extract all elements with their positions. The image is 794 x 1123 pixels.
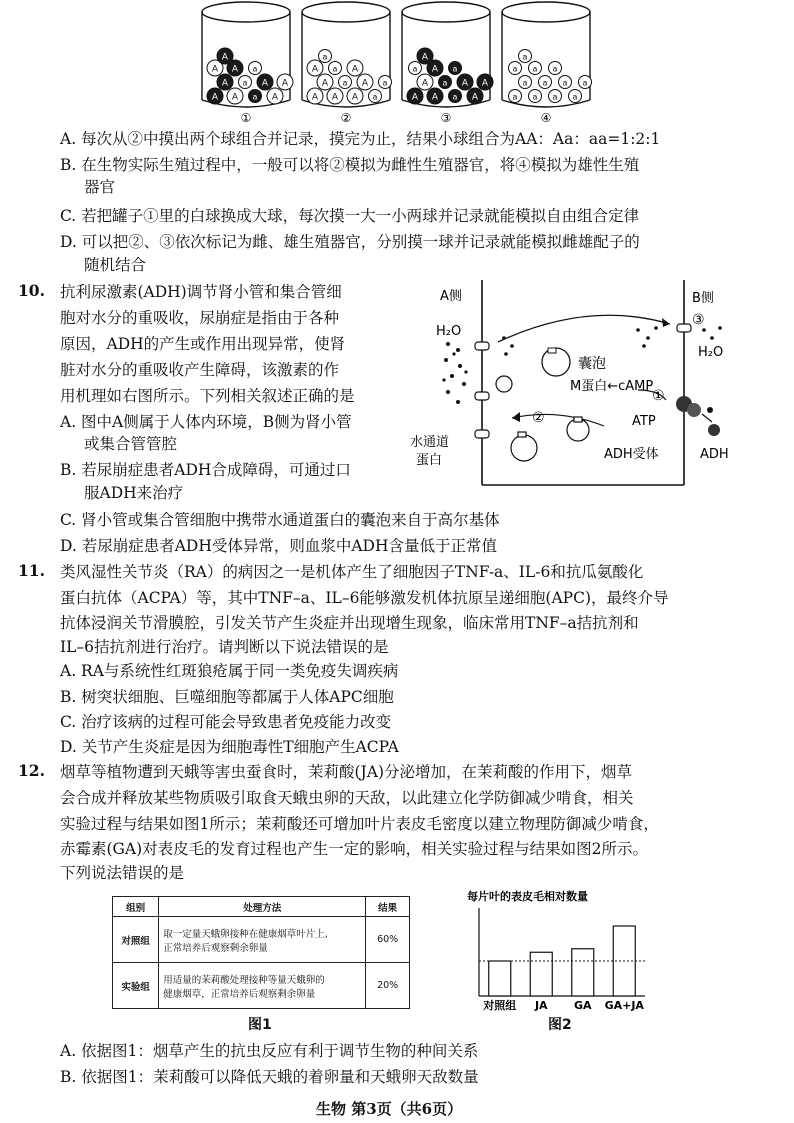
th-method: 处理方法 — [159, 897, 366, 917]
ball-label: A — [421, 52, 429, 63]
ball-label: A — [331, 92, 339, 103]
circle-1-label: ① — [652, 388, 665, 404]
q10-stem-1: 抗利尿激素(ADH)调节肾小管和集合管细 — [60, 283, 342, 301]
figure-1-label: 图1 — [248, 1017, 272, 1033]
ball-label: A — [211, 64, 219, 75]
ball-label: A — [431, 92, 439, 103]
ball-label: A — [351, 64, 359, 75]
bar-1 — [530, 952, 552, 996]
q11-stem-1: 类风湿性关节炎（RA）的病因之一是机体产生了细胞因子TNF-a、IL-6和抗瓜氨酸化 — [60, 563, 644, 581]
ball-label: a — [512, 64, 518, 74]
q11-option-b: B. 树突状细胞、巨噬细胞等都属于人体APC细胞 — [60, 688, 394, 706]
urn-label: ④ — [540, 111, 552, 125]
side-a-label: A侧 — [440, 289, 462, 304]
urn-label: ③ — [440, 111, 452, 125]
q11-option-c: C. 治疗该病的过程可能会导致患者免疫能力改变 — [60, 713, 392, 731]
adh-molecule — [708, 424, 720, 436]
water-left-label: H₂O — [436, 324, 462, 339]
ball-label: A — [211, 92, 219, 103]
ball-label: A — [421, 78, 429, 89]
atp-label: ATP — [632, 414, 656, 429]
ball-label: A — [321, 78, 329, 89]
figure-2-chart — [455, 886, 665, 1016]
row1-result: 60% — [366, 917, 410, 963]
q10-option-a-cont: 或集合管管腔 — [84, 435, 178, 453]
ball-label: A — [261, 78, 269, 89]
urn-label: ② — [340, 111, 352, 125]
q9-option-b: B. 在生物实际生殖过程中，一般可以将②模拟为雌性生殖器官，将④模拟为雄性生殖 — [60, 156, 640, 174]
urn-figure — [195, 0, 605, 126]
q9-option-d-cont: 随机结合 — [84, 256, 147, 274]
q10-stem-5: 用机理如右图所示。下列相关叙述正确的是 — [60, 387, 355, 405]
ball-label: A — [311, 92, 319, 103]
bar-0 — [489, 961, 511, 996]
ball-label: a — [522, 78, 528, 88]
q12-stem-5: 下列说法错误的是 — [60, 864, 185, 882]
ball-label: a — [582, 78, 588, 88]
ball-label: A — [431, 64, 439, 75]
ball-label: a — [532, 64, 538, 74]
ball-label: a — [562, 78, 568, 88]
q11-option-a: A. RA与系统性红斑狼疮属于同一类免疫失调疾病 — [60, 662, 399, 680]
q10-option-c: C. 肾小管或集合管细胞中携带水通道蛋白的囊泡来自于高尔基体 — [60, 511, 500, 529]
ball-label: a — [242, 78, 248, 88]
bar-2 — [572, 949, 594, 996]
q12-stem-2: 会合成并释放某些物质吸引取食天蛾虫卵的天敌，以此建立化学防御减少啃食，相关 — [60, 789, 634, 807]
urn-4 — [502, 2, 592, 125]
q12-number: 12. — [18, 761, 45, 780]
ball-label: a — [252, 64, 258, 74]
ball-label: a — [522, 52, 528, 62]
page-footer: 生物 第3页（共6页） — [316, 1100, 463, 1118]
urn-1 — [202, 2, 293, 125]
q12-stem-1: 烟草等植物遭到天蛾等害虫蚕食时，茉莉酸(JA)分泌增加，在茉莉酸的作用下，烟草 — [60, 763, 633, 781]
vesicle-label: 囊泡 — [578, 356, 606, 372]
ball-label: A — [231, 92, 239, 103]
q12-stem-3: 实验过程与结果如图1所示；茉莉酸还可增加叶片表皮毛密度以建立物理防御减少啃食， — [60, 815, 659, 833]
receptor-label: ADH受体 — [604, 447, 659, 462]
ball-label: a — [442, 78, 448, 88]
urn-label: ① — [240, 111, 252, 125]
q10-option-b-cont: 服ADH来治疗 — [84, 484, 184, 502]
row2-result: 20% — [366, 963, 410, 1009]
q11-option-d: D. 关节产生炎症是因为细胞毒性T细胞产生ACPA — [60, 738, 399, 756]
ball-label: a — [452, 64, 458, 74]
ball-label: a — [552, 64, 558, 74]
channel-label-2: 蛋白 — [416, 453, 443, 468]
water-flow-arrow — [498, 315, 670, 342]
q11-stem-2: 蛋白抗体（ACPA）等，其中TNF–a、IL–6能够激发机体抗原呈递细胞(APC)，最终介导 — [60, 589, 669, 607]
q10-stem-4: 脏对水分的重吸收产生障碍，该激素的作 — [60, 361, 340, 379]
chart-title: 每片叶的表皮毛相对数量 — [467, 890, 588, 903]
tick-label-0: 对照组 — [483, 999, 517, 1012]
q12-option-a: A. 依据图1：烟草产生的抗虫反应有利于调节生物的种间关系 — [60, 1042, 479, 1060]
q11-stem-4: IL–6拮抗剂进行治疗。请判断以下说法错误的是 — [60, 638, 389, 656]
urn-2 — [302, 2, 392, 125]
ball-label: A — [231, 64, 239, 75]
adh-mechanism-diagram — [408, 280, 748, 490]
row2-group: 实验组 — [113, 963, 159, 1009]
figure-1-table — [112, 896, 410, 1009]
ball-label: a — [512, 92, 518, 102]
m-protein-label: M蛋白←cAMP — [570, 379, 654, 394]
row1-group: 对照组 — [113, 917, 159, 963]
ball-label: a — [532, 92, 538, 102]
q11-number: 11. — [18, 561, 45, 580]
ball-label: A — [461, 78, 469, 89]
water-right-label: H₂O — [698, 345, 724, 360]
channel-label-1: 水通道 — [410, 435, 450, 450]
ball-label: a — [332, 64, 338, 74]
ball-label: a — [252, 92, 258, 102]
th-result: 结果 — [366, 897, 410, 917]
ball-label: A — [351, 92, 359, 103]
tick-label-1: JA — [534, 999, 548, 1012]
ball-label: a — [412, 64, 418, 74]
ball-label: A — [411, 92, 419, 103]
row1-method: 取一定量天蛾卵接种在健康烟草叶片上, 正常培养后观察剩余卵量 — [159, 917, 366, 963]
ball-label: a — [382, 78, 388, 88]
side-b-label: B侧 — [692, 291, 714, 306]
ball-label: a — [452, 92, 458, 102]
ball-label: a — [572, 92, 578, 102]
row2-method: 用适量的茉莉酸处理接种等量天蛾卵的 健康烟草，正常培养后观察剩余卵量 — [159, 963, 366, 1009]
figure-2-label: 图2 — [548, 1017, 572, 1033]
circle-3-label: ③ — [692, 312, 705, 328]
q10-option-b: B. 若尿崩症患者ADH合成障碍，可通过口 — [60, 461, 351, 479]
ball-label: A — [221, 52, 229, 63]
ball-label: A — [281, 78, 289, 89]
adh-receptor — [676, 396, 701, 417]
ball-label: A — [361, 78, 369, 89]
q9-option-a: A. 每次从②中摸出两个球组合并记录，摸完为止，结果小球组合为AA：Aa：aa=1:2:1 — [60, 130, 661, 148]
q9-option-d: D. 可以把②、③依次标记为雌、雄生殖器官，分别摸一球并记录就能模拟雌雄配子的 — [60, 233, 640, 251]
ball-label: a — [342, 78, 348, 88]
q12-option-b: B. 依据图1：茉莉酸可以降低天蛾的着卵量和天蛾卵天敌数量 — [60, 1068, 479, 1086]
water-dots-right — [702, 326, 722, 340]
ball-label: a — [322, 52, 328, 62]
q10-option-d: D. 若尿崩症患者ADH受体异常，则血浆中ADH含量低于正常值 — [60, 537, 498, 555]
ball-label: a — [542, 78, 548, 88]
circle-2-label: ② — [532, 410, 545, 426]
tick-label-3: GA+JA — [604, 999, 644, 1012]
adh-label: ADH — [700, 447, 729, 462]
q12-stem-4: 赤霉素(GA)对表皮毛的发育过程也产生一定的影响，相关实验过程与结果如图2所示。 — [60, 840, 649, 858]
q9-option-b-cont: 器官 — [84, 178, 116, 196]
water-dots-left — [442, 342, 467, 404]
q10-stem-2: 胞对水分的重吸收，尿崩症是指由于各种 — [60, 309, 340, 327]
q10-option-a: A. 图中A侧属于人体内环境，B侧为肾小管 — [60, 413, 352, 431]
q10-stem-3: 原因，ADH的产生或作用出现异常，使肾 — [60, 335, 346, 353]
q9-option-c: C. 若把罐子①里的白球换成大球，每次摸一大一小两球并记录就能模拟自由组合定律 — [60, 207, 640, 225]
urn-3 — [402, 2, 493, 125]
water-channel-right — [677, 324, 691, 332]
q10-number: 10. — [18, 281, 45, 300]
ball-label: A — [471, 92, 479, 103]
ball-label: A — [271, 92, 279, 103]
ball-label: a — [372, 92, 378, 102]
ball-label: a — [552, 92, 558, 102]
tick-label-2: GA — [573, 999, 592, 1012]
th-group: 组别 — [113, 897, 159, 917]
ball-label: A — [481, 78, 489, 89]
q11-stem-3: 抗体浸润关节滑膜腔，引发关节产生炎症并出现增生现象，临床常用TNF–a拮抗剂和 — [60, 614, 639, 632]
ball-label: A — [311, 64, 319, 75]
ball-label: A — [221, 78, 229, 89]
